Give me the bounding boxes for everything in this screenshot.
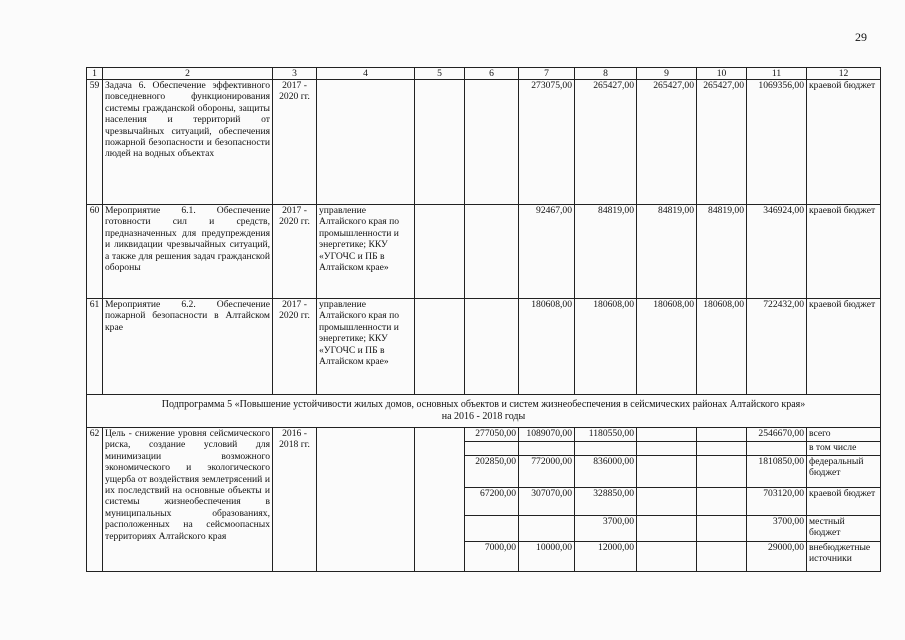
row-executor: управление Алтайского края по промышленности и энергетике; ККУ «УГОЧС и ПБ в Алтайском крае» — [317, 299, 415, 395]
value-cell — [637, 428, 697, 442]
value-cell — [415, 428, 465, 572]
value-cell — [465, 80, 519, 205]
value-cell: 180608,00 — [697, 299, 747, 395]
value-cell: 1180550,00 — [575, 428, 637, 442]
value-cell — [465, 205, 519, 299]
value-cell: 202850,00 — [465, 456, 519, 488]
value-cell: 265427,00 — [575, 80, 637, 205]
value-cell — [415, 205, 465, 299]
row-period: 2017 - 2020 гг. — [273, 80, 317, 205]
row-executor: управление Алтайского края по промышленности и энергетике; ККУ «УГОЧС и ПБ в Алтайском крае» — [317, 205, 415, 299]
value-cell: 12000,00 — [575, 542, 637, 572]
funding-source: местный бюджет — [807, 516, 881, 542]
funding-source: краевой бюджет — [807, 80, 881, 205]
subprogram-title-line1: Подпрограмма 5 «Повышение устойчивости жилых домов, основных объектов и систем жизнеобеспечения в сейсмических районах Алтайского края» — [161, 399, 806, 410]
total-cell: 703120,00 — [747, 488, 807, 516]
value-cell: 10000,00 — [519, 542, 575, 572]
header-cell: 3 — [273, 68, 317, 80]
header-cell: 7 — [519, 68, 575, 80]
row-executor — [317, 428, 415, 572]
value-cell: 328850,00 — [575, 488, 637, 516]
value-cell: 84819,00 — [575, 205, 637, 299]
value-cell — [637, 456, 697, 488]
value-cell: 273075,00 — [519, 80, 575, 205]
funding-source: краевой бюджет — [807, 488, 881, 516]
value-cell — [697, 542, 747, 572]
row-description: Задача 6. Обеспечение эффективного повседневного функционирования системы гражданской обороны, защиты населения и территорий от чрезвычайных ситуаций, обеспечения пожарной безопасности и безопасности людей на водных объектах — [103, 80, 273, 205]
row-period: 2017 - 2020 гг. — [273, 299, 317, 395]
total-cell: 1069356,00 — [747, 80, 807, 205]
funding-source: всего — [807, 428, 881, 442]
value-cell: 265427,00 — [697, 80, 747, 205]
value-cell: 67200,00 — [465, 488, 519, 516]
value-cell — [637, 442, 697, 456]
value-cell: 265427,00 — [637, 80, 697, 205]
value-cell — [697, 516, 747, 542]
value-cell — [519, 442, 575, 456]
value-cell — [697, 442, 747, 456]
value-cell — [415, 299, 465, 395]
header-cell: 5 — [415, 68, 465, 80]
header-cell: 6 — [465, 68, 519, 80]
header-cell: 10 — [697, 68, 747, 80]
header-cell: 12 — [807, 68, 881, 80]
value-cell: 7000,00 — [465, 542, 519, 572]
row-number: 60 — [87, 205, 103, 299]
funding-source: в том числе — [807, 442, 881, 456]
header-cell: 1 — [87, 68, 103, 80]
subprogram-title-line2: на 2016 - 2018 годы — [441, 410, 526, 422]
value-cell — [415, 80, 465, 205]
value-cell — [637, 542, 697, 572]
subprogram-title — [87, 395, 881, 428]
total-cell: 3700,00 — [747, 516, 807, 542]
row-number: 61 — [87, 299, 103, 395]
header-cell: 2 — [103, 68, 273, 80]
total-cell: 29000,00 — [747, 542, 807, 572]
row-period: 2017 - 2020 гг. — [273, 205, 317, 299]
budget-table — [86, 67, 881, 572]
total-cell: 1810850,00 — [747, 456, 807, 488]
funding-source: федеральный бюджет — [807, 456, 881, 488]
value-cell — [465, 299, 519, 395]
header-cell: 8 — [575, 68, 637, 80]
header-cell: 4 — [317, 68, 415, 80]
row-period: 2016 - 2018 гг. — [273, 428, 317, 572]
table-row — [87, 80, 881, 205]
value-cell: 836000,00 — [575, 456, 637, 488]
funding-source: внебюджетные источники — [807, 542, 881, 572]
total-cell — [747, 442, 807, 456]
total-cell: 2546670,00 — [747, 428, 807, 442]
value-cell: 772000,00 — [519, 456, 575, 488]
value-cell: 84819,00 — [637, 205, 697, 299]
table-row — [87, 205, 881, 299]
header-cell: 11 — [747, 68, 807, 80]
total-cell: 346924,00 — [747, 205, 807, 299]
value-cell — [697, 456, 747, 488]
funding-source: краевой бюджет — [807, 205, 881, 299]
page-number: 29 — [855, 30, 867, 44]
row-executor — [317, 80, 415, 205]
subprogram-row — [87, 395, 881, 428]
row-description: Мероприятие 6.1. Обеспечение готовности сил и средств, предназначенных для предупреждения и ликвидации чрезвычайных ситуаций, а также для решения задач гражданской обороны — [103, 205, 273, 299]
value-cell: 92467,00 — [519, 205, 575, 299]
value-cell — [637, 516, 697, 542]
value-cell — [697, 488, 747, 516]
funding-source: краевой бюджет — [807, 299, 881, 395]
row-description: Мероприятие 6.2. Обеспечение пожарной безопасности в Алтайском крае — [103, 299, 273, 395]
value-cell: 180608,00 — [519, 299, 575, 395]
header-row — [87, 68, 881, 80]
value-cell — [637, 488, 697, 516]
value-cell — [519, 516, 575, 542]
table-row — [87, 428, 881, 442]
value-cell: 307070,00 — [519, 488, 575, 516]
total-cell: 722432,00 — [747, 299, 807, 395]
header-cell: 9 — [637, 68, 697, 80]
table-row — [87, 299, 881, 395]
value-cell: 180608,00 — [637, 299, 697, 395]
value-cell: 180608,00 — [575, 299, 637, 395]
row-number: 59 — [87, 80, 103, 205]
value-cell — [465, 516, 519, 542]
value-cell — [465, 442, 519, 456]
value-cell — [697, 428, 747, 442]
value-cell: 1089070,00 — [519, 428, 575, 442]
value-cell — [575, 442, 637, 456]
value-cell: 277050,00 — [465, 428, 519, 442]
row-description: Цель - снижение уровня сейсмического риска, создание условий для минимизации возможного экономического и экологического ущерба от воздействия землетрясений и их последствий на основные объекты и системы жизнеобеспечения в муниципальных образованиях, расположенных на сейсмоопасных территориях Алтайского края — [103, 428, 273, 572]
value-cell: 84819,00 — [697, 205, 747, 299]
value-cell: 3700,00 — [575, 516, 637, 542]
row-number: 62 — [87, 428, 103, 572]
